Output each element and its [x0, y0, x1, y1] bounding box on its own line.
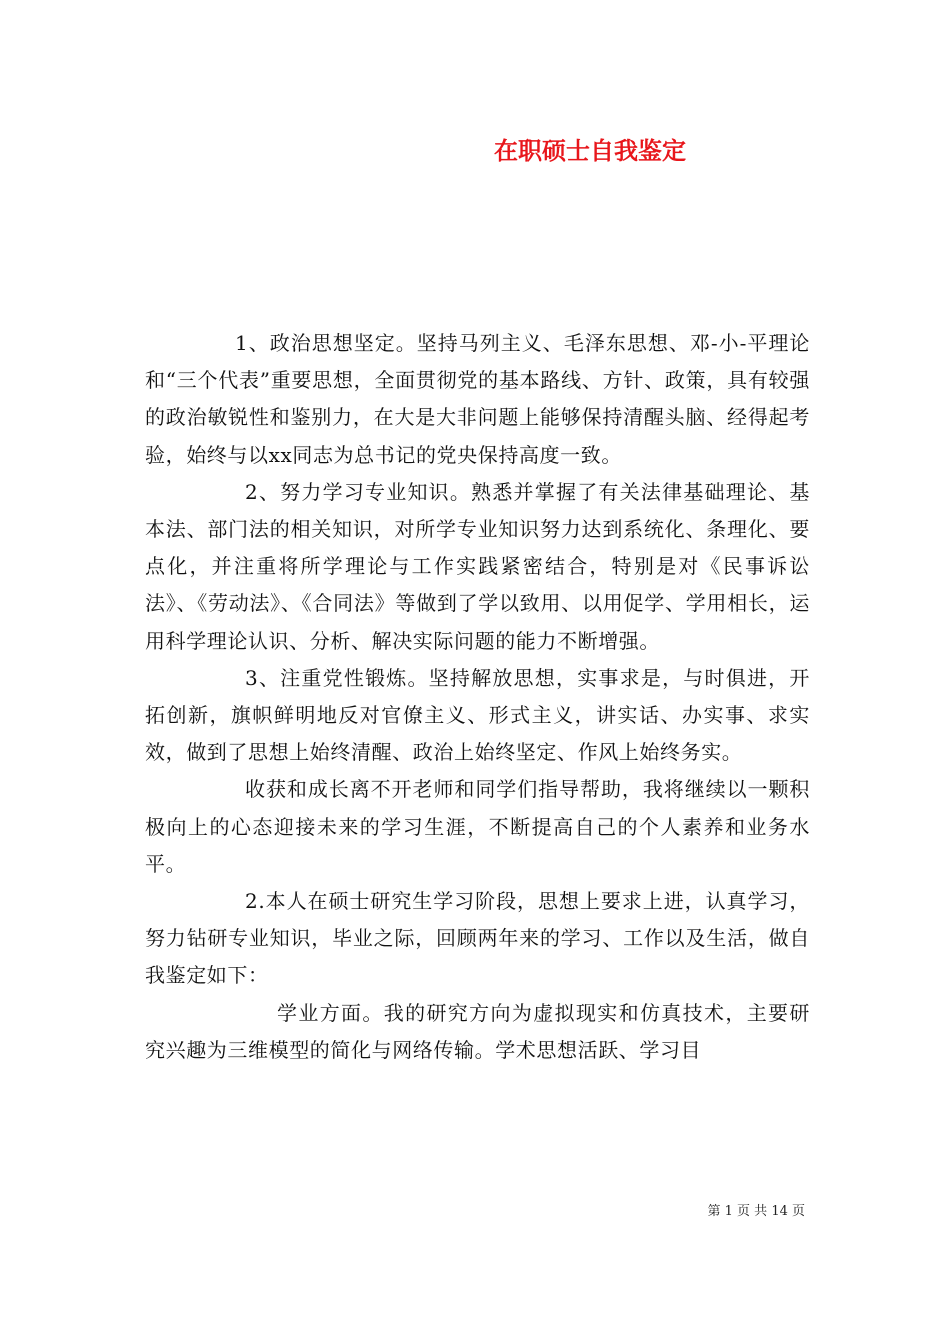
paragraph-gratitude: 收获和成长离不开老师和同学们指导帮助，我将继续以一颗积极向上的心态迎接未来的学习生涯，不断提高自己的个人素养和业务水平。 — [145, 777, 810, 876]
document-body — [145, 325, 810, 1069]
document-title: 在职硕士自我鉴定 — [494, 137, 686, 165]
page-number: 第 1 页 共 14 页 — [707, 1204, 805, 1219]
paragraph-self-assessment-intro: 2.本人在硕士研究生学习阶段，思想上要求上进，认真学习，努力钻研专业知识，毕业之际，回顾两年来的学习、工作以及生活，做自我鉴定如下： — [145, 889, 810, 988]
paragraph-academic: 学业方面。我的研究方向为虚拟现实和仿真技术，主要研究兴趣为三维模型的简化与网络传输。学术思想活跃、学习目 — [145, 1000, 810, 1062]
paragraph-party-discipline: 3、注重党性锻炼。坚持解放思想，实事求是，与时俱进，开拓创新，旗帜鲜明地反对官僚主义、形式主义，讲实话、办实事、求实效，做到了思想上始终清醒、政治上始终坚定、作风上始终务实。 — [145, 665, 810, 765]
paragraph-political-thought: 1、政治思想坚定。坚持马列主义、毛泽东思想、邓-小-平理论和“三个代表”重要思想，全面贯彻党的基本路线、方针、政策，具有较强的政治敏锐性和鉴别力，在大是大非问题上能够保持清醒头脑、经得起考验，始终与以xx同志为总书记的党央保持高度一致。 — [145, 331, 810, 467]
paragraph-professional-study: 2、努力学习专业知识。熟悉并掌握了有关法律基础理论、基本法、部门法的相关知识，对所学专业知识努力达到系统化、条理化、要点化，并注重将所学理论与工作实践紧密结合，特别是对《民事诉讼法》、《劳动法》、《合同法》等做到了学以致用、以用促学、学用相长，运用科学理论认识、分析、解决实际问题的能力不断增强。 — [145, 479, 810, 653]
